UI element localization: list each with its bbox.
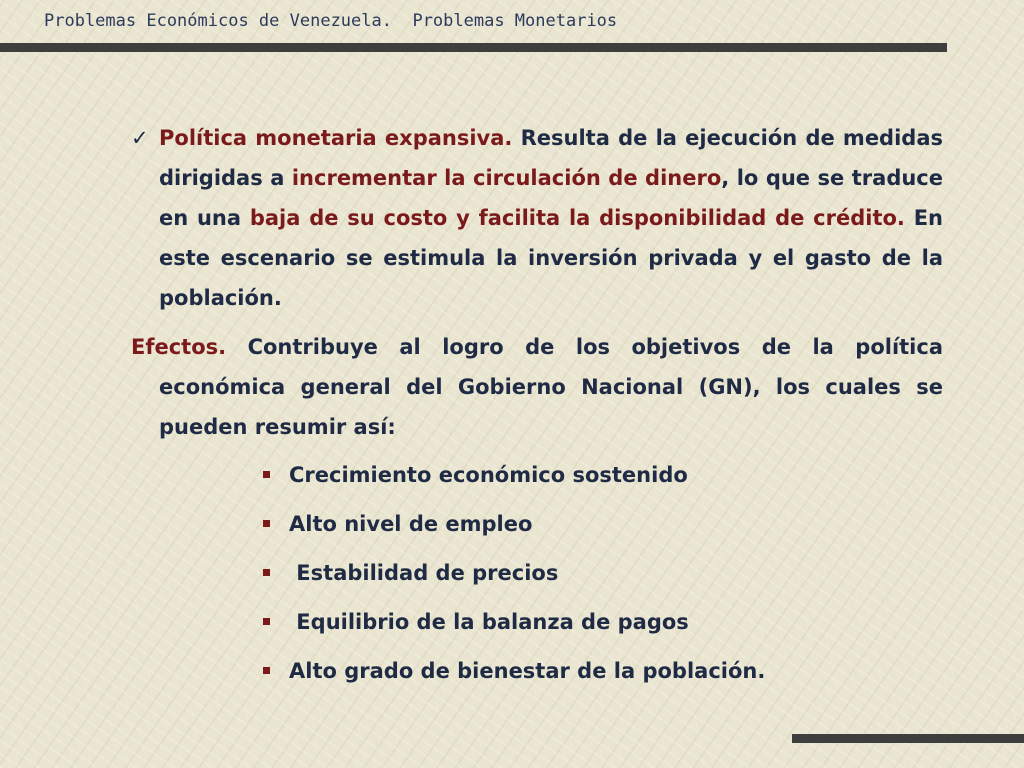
list-item [263,504,943,553]
square-bullet-icon [263,618,270,625]
effects-heading: Efectos. [131,335,227,359]
slide-content [131,118,943,700]
objectives-list [131,455,943,700]
policy-heading: Política monetaria expansiva. [159,126,513,150]
effects-text: Contribuye al logro de los objetivos de la política económica general del Gobierno Nacional (GN), los cuales se pueden resumir así: [159,335,943,439]
header-divider [0,43,947,52]
square-bullet-icon [263,520,270,527]
policy-paragraph [131,118,943,318]
policy-text-2: , lo que se traduce en una [159,166,943,230]
square-bullet-icon [263,667,270,674]
list-item-label: Alto grado de bienestar de la población. [289,659,766,683]
list-item [263,602,943,651]
checkmark-icon: ✓ [131,126,149,150]
square-bullet-icon [263,569,270,576]
list-item-label: Equilibrio de la balanza de pagos [289,610,689,634]
policy-text-1: Resulta de la ejecución de medidas dirigidas a [159,126,943,190]
policy-highlight-2: baja de su costo y facilita la disponibilidad de crédito. [249,206,905,230]
list-item-label: Alto nivel de empleo [289,512,533,536]
square-bullet-icon [263,471,270,478]
list-item-label: Crecimiento económico sostenido [289,463,688,487]
policy-text-3: En este escenario se estimula la inversión privada y el gasto de la población. [159,206,943,310]
effects-paragraph [131,327,943,447]
policy-highlight-1: incrementar la circulación de dinero [291,166,722,190]
slide-header-title: Problemas Económicos de Venezuela. Problemas Monetarios [44,11,618,31]
list-item [263,455,943,504]
list-item [263,651,943,700]
list-item-label: Estabilidad de precios [289,561,559,585]
list-item [263,553,943,602]
footer-divider [792,734,1024,743]
